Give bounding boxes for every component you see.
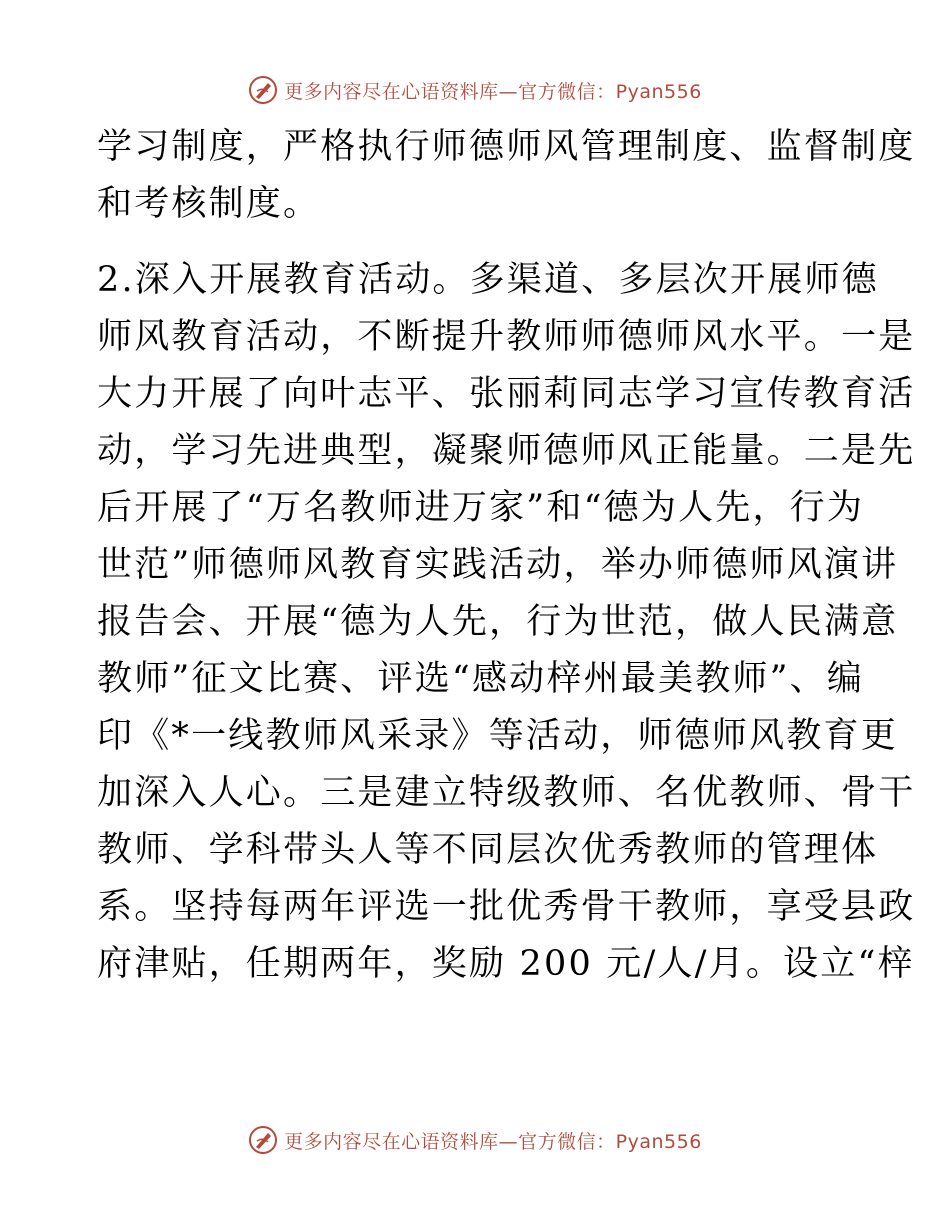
quill-logo-icon (248, 1125, 278, 1155)
paragraph-line: 府津贴，任期两年，奖励 200 元/人/月。设立“梓 (97, 944, 915, 984)
paragraph-line: 师风教育活动，不断提升教师师德师风水平。一是 (97, 317, 916, 357)
paragraph-line: 教师”征文比赛、评选“感动梓州最美教师”、编 (97, 659, 865, 699)
paragraph-line: 教师、学科带头人等不同层次优秀教师的管理体 (97, 830, 879, 870)
footer-watermark-banner (0, 1120, 950, 1160)
paragraph-line: 动，学习先进典型，凝聚师德师风正能量。二是先 (97, 431, 916, 471)
paragraph-line: 报告会、开展“德为人先，行为世范，做人民满意 (97, 602, 899, 642)
paragraph-line: 和考核制度。 (97, 184, 321, 224)
paragraph-line: 2.深入开展教育活动。多渠道、多层次开展师德 (97, 260, 879, 300)
header-watermark-text: 更多内容尽在心语资料库—官方微信：Pyan556 (284, 80, 702, 103)
paragraph-line: 世范”师德师风教育实践活动，举办师德师风演讲 (97, 545, 899, 585)
paragraph-line: 大力开展了向叶志平、张丽莉同志学习宣传教育活 (97, 374, 916, 414)
paragraph-line: 加深入人心。三是建立特级教师、名优教师、骨干 (97, 773, 916, 813)
paragraph-line: 学习制度，严格执行师德师风管理制度、监督制度 (97, 127, 916, 167)
paragraph-line: 印《*一线教师风采录》等活动，师德师风教育更 (97, 716, 898, 756)
footer-watermark-text: 更多内容尽在心语资料库—官方微信：Pyan556 (284, 1130, 702, 1153)
paragraph-line: 系。坚持每两年评选一批优秀骨干教师，享受县政 (97, 887, 916, 927)
paragraph-line: 后开展了“万名教师进万家”和“德为人先，行为 (97, 488, 865, 528)
